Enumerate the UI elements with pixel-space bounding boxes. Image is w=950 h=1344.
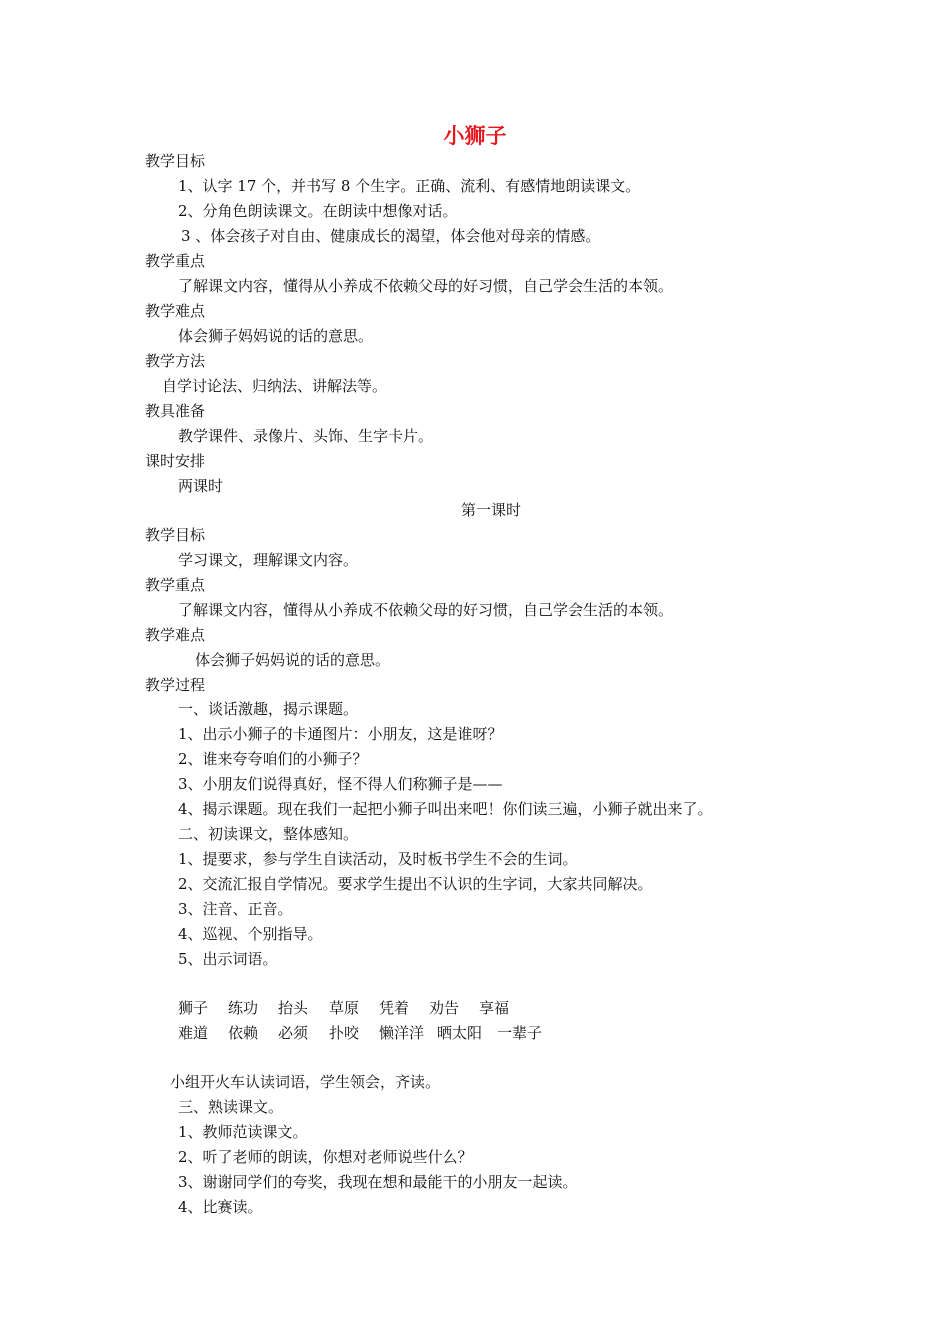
text-line: 2、听了老师的朗读，你想对老师说些什么？	[178, 1148, 473, 1166]
word: 草原	[329, 999, 360, 1017]
text-line: 二、初读课文，整体感知。	[178, 825, 359, 843]
section-heading: 教学重点	[145, 576, 206, 594]
word: 晒太阳	[437, 1024, 483, 1042]
document-title: 小狮子	[443, 123, 507, 148]
word: 一辈子	[497, 1024, 543, 1042]
section-heading: 教学目标	[145, 152, 206, 170]
section-heading: 教具准备	[145, 402, 206, 420]
word: 凭着	[379, 999, 410, 1017]
word: 享福	[479, 999, 510, 1017]
text-line: 4、揭示课题。现在我们一起把小狮子叫出来吧！你们读三遍，小狮子就出来了。	[178, 800, 713, 818]
text-line: 了解课文内容，懂得从小养成不依赖父母的好习惯，自己学会生活的本领。	[178, 601, 674, 619]
section-heading: 教学过程	[145, 676, 206, 694]
section-heading: 教学难点	[145, 302, 206, 320]
text-line: 2、分角色朗读课文。在朗读中想像对话。	[178, 202, 458, 220]
text-line: 体会狮子妈妈说的话的意思。	[195, 651, 391, 669]
text-line: 3、谢谢同学们的夸奖，我现在想和最能干的小朋友一起读。	[178, 1173, 578, 1191]
text-line: 自学讨论法、归纳法、讲解法等。	[162, 377, 388, 395]
text-line: 两课时	[178, 477, 224, 495]
word: 难道	[178, 1024, 209, 1042]
section-heading: 教学方法	[145, 352, 206, 370]
word: 依赖	[228, 1024, 259, 1042]
text-line: 1、出示小狮子的卡通图片：小朋友，这是谁呀？	[178, 725, 503, 743]
word: 扑咬	[329, 1024, 360, 1042]
text-line: 了解课文内容，懂得从小养成不依赖父母的好习惯，自己学会生活的本领。	[178, 277, 674, 295]
word: 狮子	[178, 999, 209, 1017]
text-line: 4、巡视、个别指导。	[178, 925, 323, 943]
word: 抬头	[278, 999, 309, 1017]
section-heading: 课时安排	[145, 452, 206, 470]
section-heading: 教学难点	[145, 626, 206, 644]
text-line: 1、提要求，参与学生自读活动，及时板书学生不会的生词。	[178, 850, 578, 868]
text-line: 体会狮子妈妈说的话的意思。	[178, 327, 374, 345]
section-heading: 教学重点	[145, 252, 206, 270]
word: 劝告	[429, 999, 460, 1017]
text-line: 三、熟读课文。	[178, 1098, 284, 1116]
text-line: 3、小朋友们说得真好，怪不得人们称狮子是——	[178, 775, 503, 793]
text-line: 1、教师范读课文。	[178, 1123, 308, 1141]
text-line: 3、注音、正音。	[178, 900, 293, 918]
text-line: 小组开火车认读词语，学生领会，齐读。	[170, 1073, 441, 1091]
word: 懒洋洋	[379, 1024, 425, 1042]
text-line: 2、谁来夸夸咱们的小狮子？	[178, 750, 368, 768]
lesson-subtitle: 第一课时	[460, 501, 521, 519]
text-line: 学习课文，理解课文内容。	[178, 551, 359, 569]
text-line: 教学课件、录像片、头饰、生字卡片。	[178, 427, 434, 445]
text-line: 一、谈话激趣，揭示课题。	[178, 700, 359, 718]
text-line: 5、出示词语。	[178, 950, 278, 968]
text-line: 3 、体会孩子对自由、健康成长的渴望，体会他对母亲的情感。	[181, 227, 601, 245]
section-heading: 教学目标	[145, 526, 206, 544]
text-line: 2、交流汇报自学情况。要求学生提出不认识的生字词，大家共同解决。	[178, 875, 653, 893]
word: 必须	[278, 1024, 309, 1042]
word: 练功	[228, 999, 259, 1017]
text-line: 4、比赛读。	[178, 1198, 263, 1216]
text-line: 1、认字 17 个，并书写 8 个生字。正确、流利、有感情地朗读课文。	[178, 177, 641, 195]
